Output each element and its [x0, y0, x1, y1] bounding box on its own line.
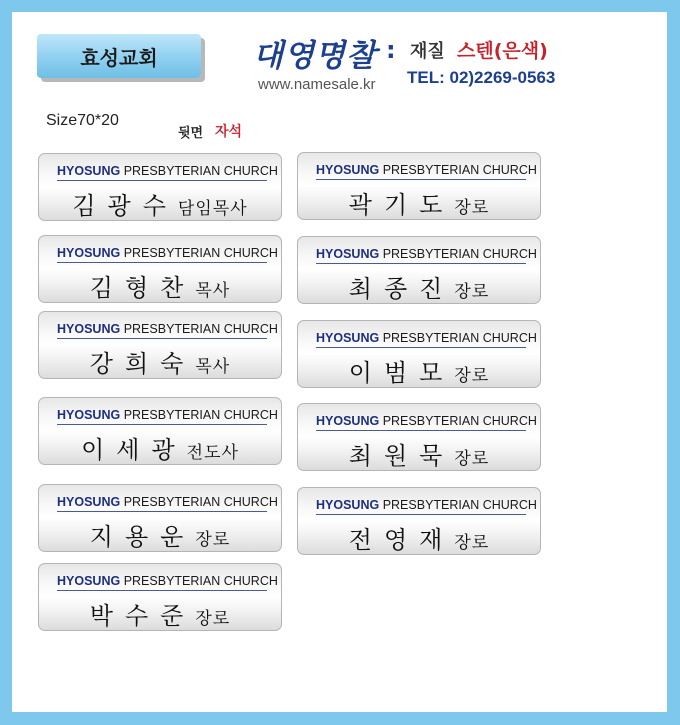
name-plate-9 [38, 484, 282, 552]
plate-header: HYOSUNG PRESBYTERIAN CHURCH [57, 495, 267, 512]
plate-name: 최원묵 [348, 442, 455, 470]
name-plate-3 [38, 235, 282, 303]
plate-title: 담임목사 [177, 199, 248, 219]
back-value: 자석 [215, 124, 243, 140]
plate-title: 장로 [454, 198, 490, 218]
plate-name: 전영재 [348, 526, 455, 554]
plate-name: 지용운 [89, 523, 196, 551]
size-label: Size70*20 [46, 112, 119, 129]
plate-header: HYOSUNG PRESBYTERIAN CHURCH [57, 408, 267, 425]
plate-header: HYOSUNG PRESBYTERIAN CHURCH [57, 322, 267, 339]
material-label: 재질 [410, 41, 445, 62]
brand-logo: 대영명찰 [253, 38, 377, 74]
telephone-text: TEL: 02)2269-0563 [407, 68, 556, 87]
back-label: 뒷면 [178, 126, 204, 141]
name-plate-11 [38, 563, 282, 631]
name-plate-1 [38, 153, 282, 221]
name-plate-10 [297, 487, 541, 555]
plate-name: 박수준 [89, 602, 196, 630]
plate-title: 장로 [195, 530, 231, 550]
name-plate-8 [297, 403, 541, 471]
plate-name: 김광수 [72, 192, 178, 220]
plate-name: 곽기도 [348, 191, 455, 219]
plate-header: HYOSUNG PRESBYTERIAN CHURCH [57, 246, 267, 263]
plate-name: 이세광 [81, 436, 187, 464]
website-text: www.namesale.kr [258, 76, 376, 93]
plate-title: 장로 [454, 366, 490, 386]
material-value: 스텐(은색) [457, 40, 548, 62]
plate-title: 목사 [195, 281, 231, 301]
plate-header: HYOSUNG PRESBYTERIAN CHURCH [57, 574, 267, 591]
church-name-tag: 효성교회 [37, 34, 201, 78]
plate-header: HYOSUNG PRESBYTERIAN CHURCH [316, 163, 526, 180]
plate-header: HYOSUNG PRESBYTERIAN CHURCH [57, 164, 267, 181]
plate-title: 장로 [454, 449, 490, 469]
plate-title: 장로 [195, 609, 231, 629]
plate-title: 장로 [454, 282, 490, 302]
plate-title: 장로 [454, 533, 490, 553]
plate-header: HYOSUNG PRESBYTERIAN CHURCH [316, 247, 526, 264]
name-plate-2 [297, 152, 541, 220]
name-plate-7 [38, 397, 282, 465]
name-plate-5 [38, 311, 282, 379]
brand-colon: : [386, 36, 396, 64]
plate-title: 전도사 [186, 443, 239, 463]
plate-name: 이범모 [348, 359, 455, 387]
plate-title: 목사 [195, 357, 231, 377]
plate-name: 최종진 [348, 275, 455, 303]
plate-name: 강희숙 [89, 350, 196, 378]
plate-header: HYOSUNG PRESBYTERIAN CHURCH [316, 414, 526, 431]
name-plate-4 [297, 236, 541, 304]
plate-name: 김형찬 [89, 274, 196, 302]
plate-header: HYOSUNG PRESBYTERIAN CHURCH [316, 331, 526, 348]
name-plate-6 [297, 320, 541, 388]
plate-header: HYOSUNG PRESBYTERIAN CHURCH [316, 498, 526, 515]
